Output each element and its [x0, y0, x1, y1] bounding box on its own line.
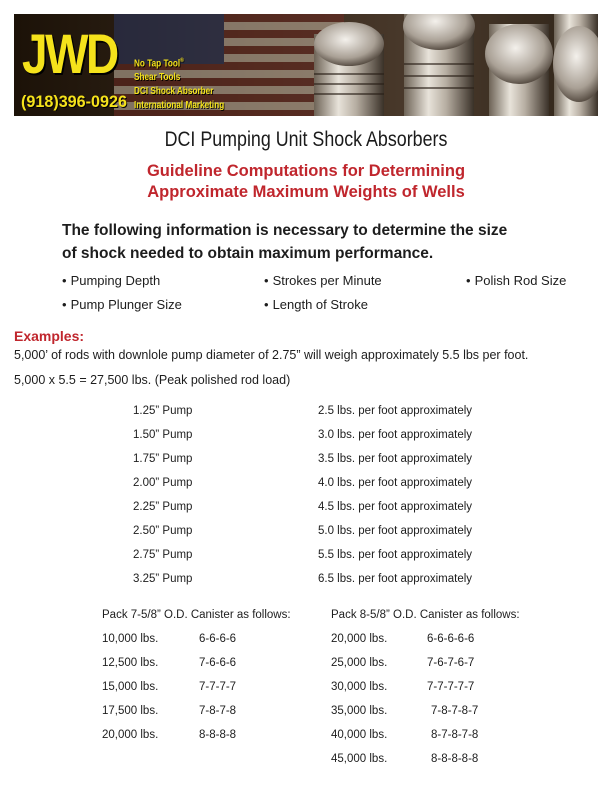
table-row	[102, 705, 332, 729]
example-line-2: 5,000 x 5.5 = 27,500 lbs. (Peak polished rod load)	[14, 373, 291, 387]
canister-weight: 45,000 lbs.	[331, 753, 388, 765]
pump-weight: 5.0 lbs. per foot approximately	[318, 525, 473, 537]
subtitle-line-1: Guideline Computations for Determining	[146, 162, 466, 180]
table-row	[331, 729, 561, 753]
table-row	[0, 477, 612, 501]
bullet-strokes-per-minute: • Strokes per Minute	[264, 273, 382, 288]
subtitle-line-2: Approximate Maximum Weights of Wells	[147, 183, 465, 201]
canister-config: 7-7-7-7	[199, 681, 237, 693]
table-row	[0, 525, 612, 549]
company-phone: (918)396-0926	[21, 92, 127, 111]
table-row	[0, 405, 612, 429]
table-row	[102, 681, 332, 705]
canister-config: 7-6-6-6	[199, 657, 237, 669]
pump-weight: 4.5 lbs. per foot approximately	[318, 501, 473, 513]
canister-weight: 25,000 lbs.	[331, 657, 388, 669]
canister-weight: 12,500 lbs.	[102, 657, 159, 669]
table-row	[102, 729, 332, 753]
company-logo: JWD	[22, 22, 117, 85]
table-row	[0, 501, 612, 525]
canister-config: 7-8-7-8-7	[431, 705, 479, 717]
canister-weight: 20,000 lbs.	[102, 729, 159, 741]
table-row	[0, 573, 612, 597]
pump-weight: 3.0 lbs. per foot approximately	[318, 429, 473, 441]
table-row	[331, 657, 561, 681]
pump-size: 2.00” Pump	[133, 477, 193, 489]
pump-weight: 6.5 lbs. per foot approximately	[318, 573, 473, 585]
table-row	[102, 633, 332, 657]
canister-config: 6-6-6-6	[199, 633, 237, 645]
canister-weight: 20,000 lbs.	[331, 633, 388, 645]
table-row	[331, 705, 561, 729]
table-row	[331, 681, 561, 705]
tagline-international-marketing: International Marketing	[134, 100, 225, 111]
tagline-shear-tools: Shear Tools	[134, 72, 181, 83]
intro-line-1: The following information is necessary to determine the size	[62, 222, 508, 239]
table-row	[331, 753, 561, 777]
canister-weight: 40,000 lbs.	[331, 729, 388, 741]
canister-858-heading: Pack 8-5/8” O.D. Canister as follows:	[331, 609, 520, 621]
bullet-pump-plunger-size: • Pump Plunger Size	[62, 297, 182, 312]
tagline-no-tap-tool: No Tap Tool®	[134, 58, 184, 70]
bullet-polish-rod-size: • Polish Rod Size	[466, 273, 566, 288]
pump-weight: 4.0 lbs. per foot approximately	[318, 477, 473, 489]
canister-config: 8-8-8-8-8	[431, 753, 479, 765]
bullet-length-of-stroke: • Length of Stroke	[264, 297, 368, 312]
pump-size: 1.25” Pump	[133, 405, 193, 417]
canister-weight: 15,000 lbs.	[102, 681, 159, 693]
canister-weight: 10,000 lbs.	[102, 633, 159, 645]
table-row	[0, 429, 612, 453]
header-banner	[14, 14, 598, 116]
table-row	[331, 633, 561, 657]
pump-size: 2.50” Pump	[133, 525, 193, 537]
canister-weight: 30,000 lbs.	[331, 681, 388, 693]
canister-config: 7-7-7-7-7	[427, 681, 475, 693]
table-row	[0, 453, 612, 477]
pump-weight: 2.5 lbs. per foot approximately	[318, 405, 473, 417]
tagline-dci-shock-absorber: DCI Shock Absorber	[134, 86, 214, 97]
pump-size: 3.25” Pump	[133, 573, 193, 585]
canister-config: 7-8-7-8	[199, 705, 237, 717]
canister-758-heading: Pack 7-5/8” O.D. Canister as follows:	[102, 609, 291, 621]
pump-size: 2.75” Pump	[133, 549, 193, 561]
canister-config: 8-8-8-8	[199, 729, 237, 741]
table-row	[0, 549, 612, 573]
canister-config: 7-6-7-6-7	[427, 657, 475, 669]
examples-heading: Examples:	[14, 328, 85, 344]
canister-weight: 35,000 lbs.	[331, 705, 388, 717]
pump-weight: 5.5 lbs. per foot approximately	[318, 549, 473, 561]
document-title: DCI Pumping Unit Shock Absorbers	[164, 128, 448, 151]
pump-size: 2.25” Pump	[133, 501, 193, 513]
example-line-1: 5,000’ of rods with downlole pump diameter of 2.75” will weigh approximately 5.5 lbs per foot.	[14, 348, 529, 362]
bullet-pumping-depth: • Pumping Depth	[62, 273, 160, 288]
pump-size: 1.50” Pump	[133, 429, 193, 441]
pump-size: 1.75” Pump	[133, 453, 193, 465]
intro-line-2: of shock needed to obtain maximum performance.	[62, 245, 434, 262]
canister-config: 8-7-8-7-8	[431, 729, 479, 741]
canister-config: 6-6-6-6-6	[427, 633, 475, 645]
canister-weight: 17,500 lbs.	[102, 705, 159, 717]
table-row	[102, 657, 332, 681]
pump-weight: 3.5 lbs. per foot approximately	[318, 453, 473, 465]
